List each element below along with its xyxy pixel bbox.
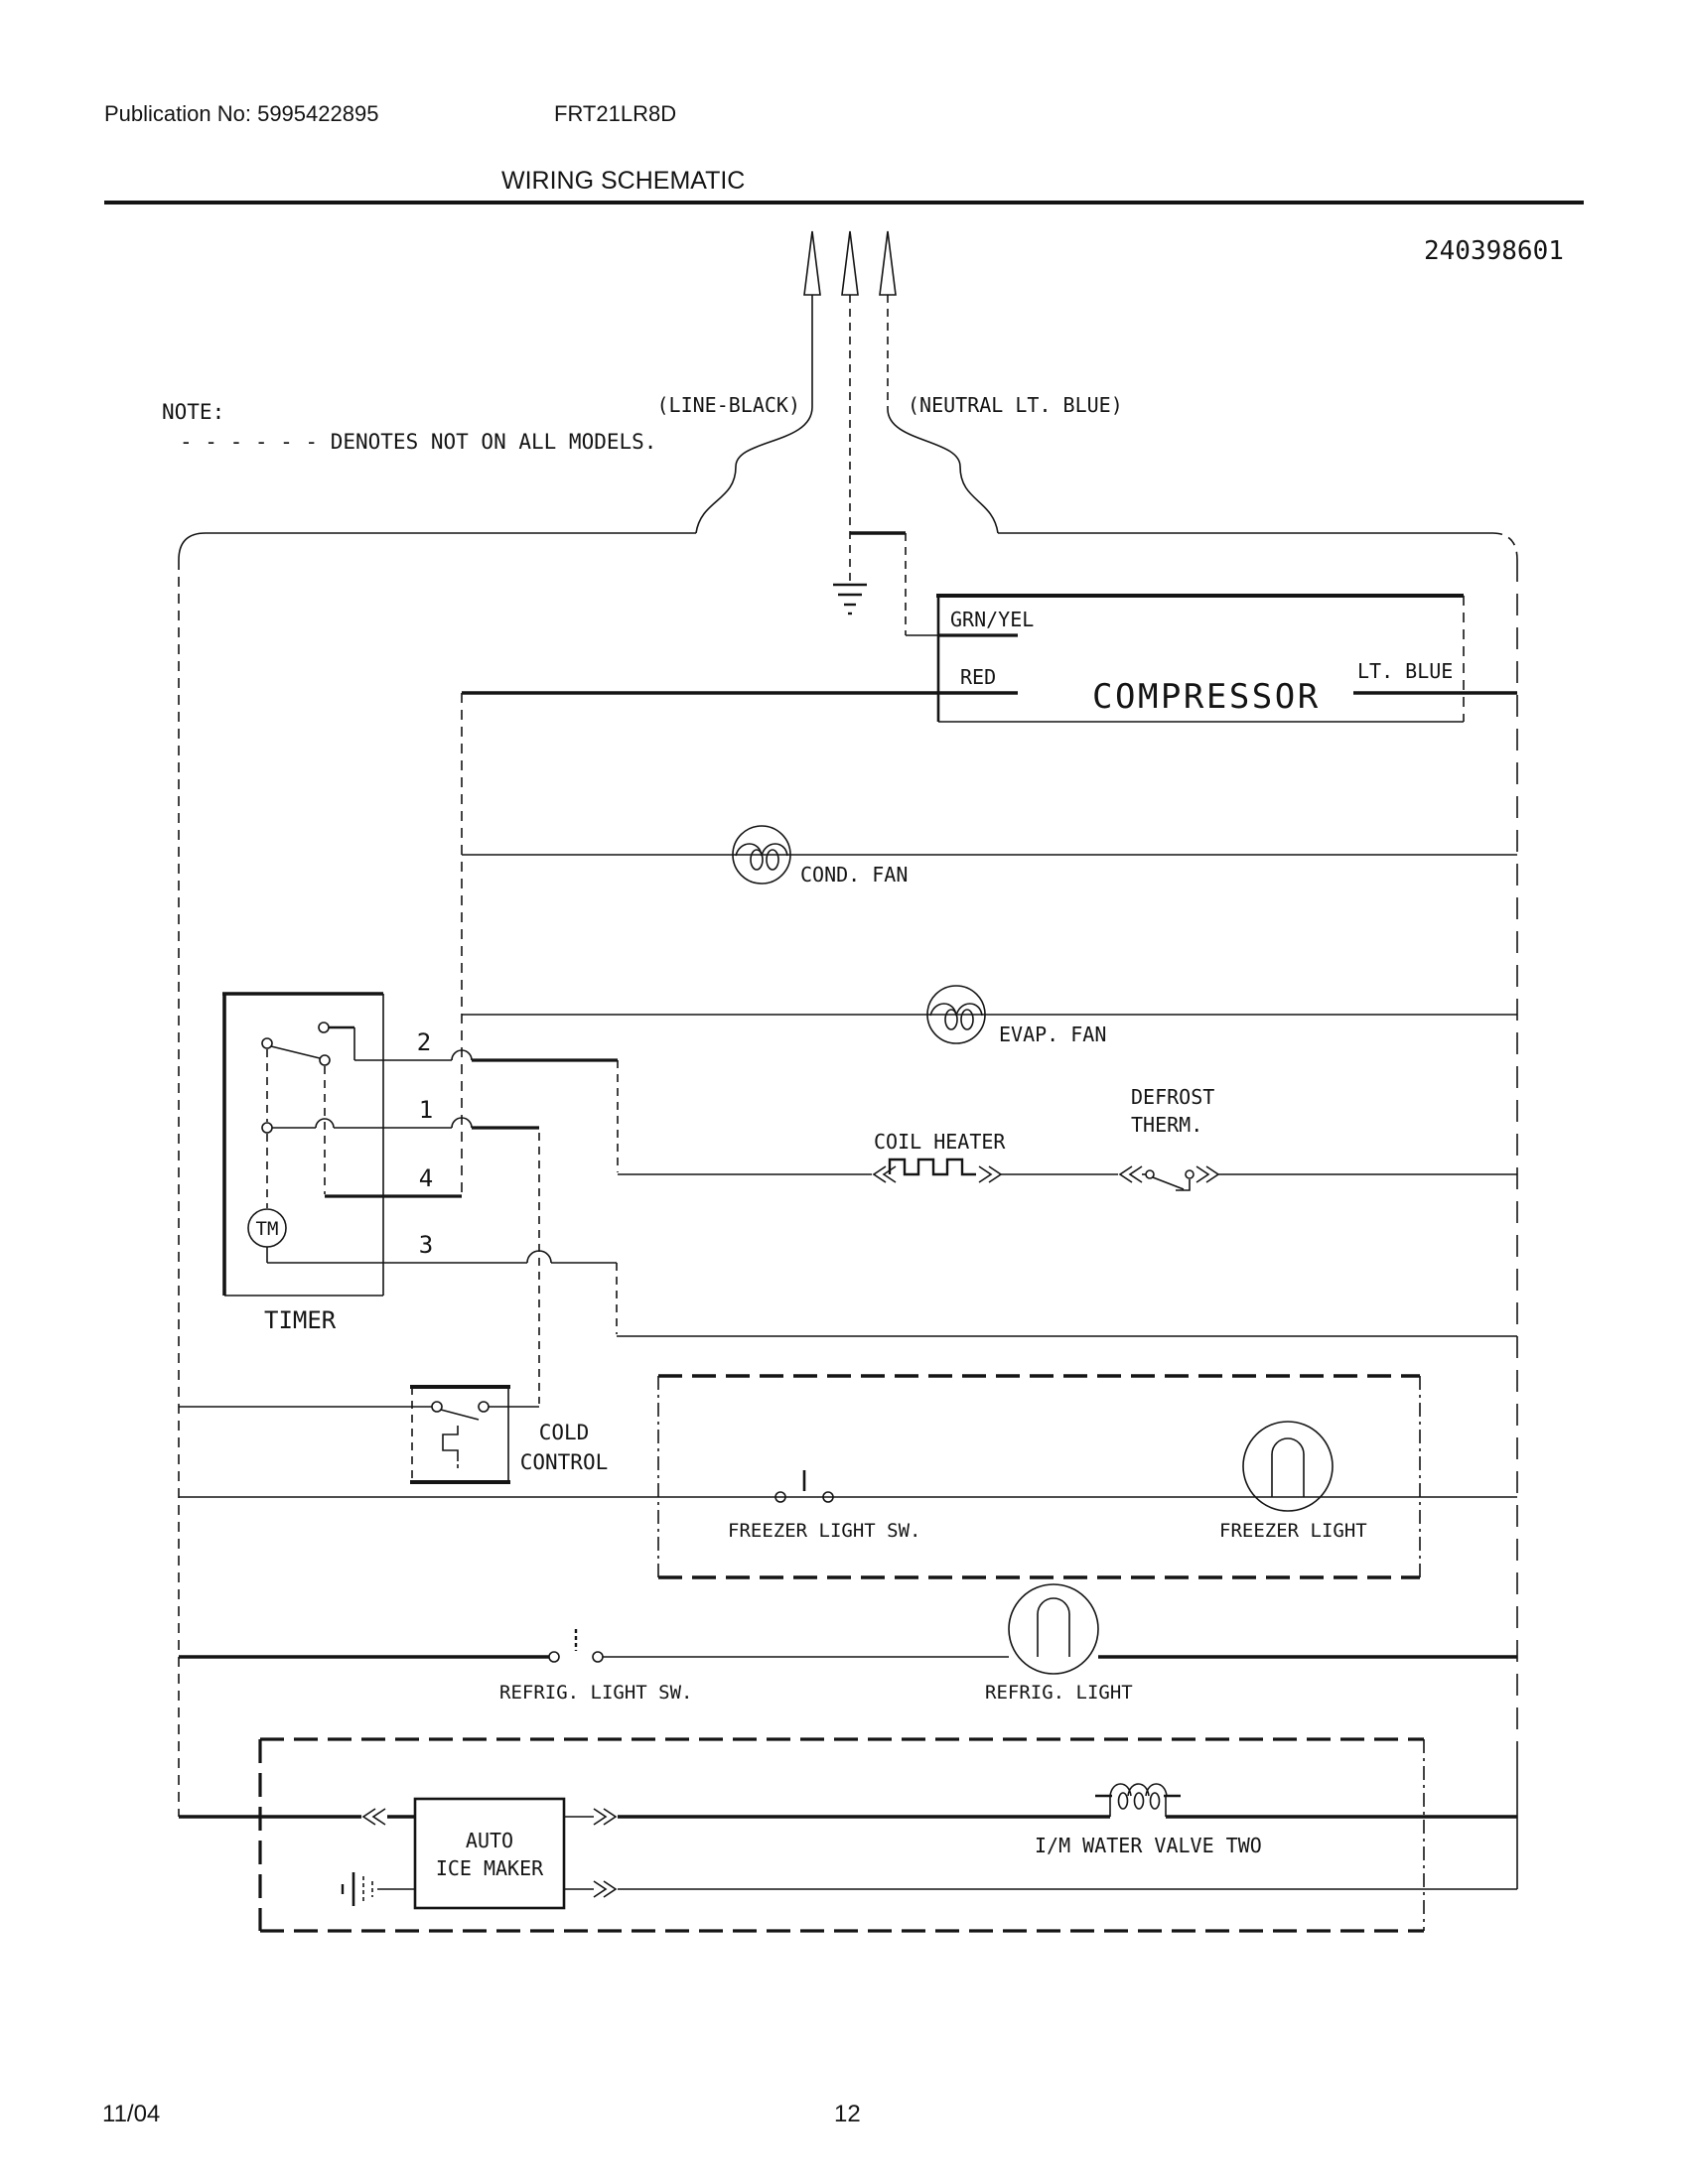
connector-icemaker-right-bottom-icon: [594, 1881, 616, 1897]
freezer-compartment-box: [658, 1376, 1420, 1577]
ground-arrow-icon: [842, 231, 858, 295]
connector-right2-icon: [1196, 1166, 1218, 1182]
defrost-label-1: DEFROST: [1131, 1085, 1215, 1109]
part-number: 240398601: [1424, 236, 1564, 266]
refrig-light-circuit: [179, 1584, 1517, 1704]
terminal-2-label: 2: [416, 1028, 432, 1056]
neutral-wire-curve: [888, 409, 998, 533]
refrig-light-switch-icon: [549, 1629, 603, 1662]
top-right-corner: [1492, 533, 1517, 560]
freezer-light-sw-label: FREEZER LIGHT SW.: [728, 1520, 921, 1542]
evap-fan-label: EVAP. FAN: [999, 1023, 1107, 1046]
timer-motor-label: TM: [255, 1218, 279, 1240]
terminal-1-label: 1: [418, 1096, 434, 1124]
cold-control-bellows-icon: [443, 1426, 458, 1457]
defrost-thermostat-icon: [1142, 1170, 1194, 1190]
timer-rows: [267, 1050, 1517, 1404]
water-valve-coil-icon: [1095, 1784, 1181, 1817]
defrost-circuit: [618, 1085, 1517, 1190]
timer-switch-arm: [271, 1046, 320, 1058]
compressor-label: COMPRESSOR: [1092, 677, 1321, 717]
timer-pivot-contact: [262, 1038, 272, 1048]
ice-maker-label-2: ICE MAKER: [435, 1856, 544, 1880]
refrig-light-label: REFRIG. LIGHT: [985, 1682, 1133, 1704]
timer: [222, 994, 433, 1334]
timer-label: TIMER: [264, 1306, 337, 1334]
cold-control-label-2: CONTROL: [519, 1450, 609, 1474]
neutral-arrow-icon: [880, 231, 896, 295]
publication-number: Publication No: 5995422895: [104, 101, 379, 126]
footer-date: 11/04: [102, 2101, 161, 2127]
page-number: 12: [834, 2101, 861, 2127]
ice-maker-label-1: AUTO: [465, 1829, 514, 1852]
connector-left2-icon: [1120, 1166, 1142, 1182]
line-black-label: (LINE-BLACK): [656, 393, 800, 417]
water-valve-label: I/M WATER VALVE TWO: [1035, 1834, 1262, 1857]
timer-box: [222, 994, 383, 1296]
note-text: - - - - - - DENOTES NOT ON ALL MODELS.: [180, 430, 657, 454]
neutral-label: (NEUTRAL LT. BLUE): [908, 393, 1123, 417]
connector-left-icon: [874, 1166, 896, 1182]
refrig-light-lamp-icon: [1009, 1584, 1098, 1674]
cond-fan: [462, 826, 1517, 887]
line-arrow-icon: [804, 231, 820, 295]
outer-enclosure: [179, 533, 1517, 1889]
terminal-3-label: 3: [418, 1231, 434, 1259]
cond-fan-label: COND. FAN: [800, 863, 909, 887]
connector-icemaker-left-icon: [363, 1809, 385, 1825]
model-number: FRT21LR8D: [554, 101, 677, 126]
note-heading: NOTE:: [162, 400, 225, 424]
terminal-4-label: 4: [418, 1164, 434, 1192]
cold-control-switch-arm: [441, 1410, 479, 1420]
connector-right-icon: [979, 1166, 1001, 1182]
coil-heater-label: COIL HEATER: [874, 1130, 1006, 1154]
note: [162, 400, 656, 454]
grn-yel-label: GRN/YEL: [950, 608, 1035, 631]
coil-heater-icon: [890, 1160, 976, 1174]
page-title: WIRING SCHEMATIC: [501, 167, 746, 195]
connector-icemaker-right-top-icon: [594, 1809, 616, 1825]
cold-control-box: [410, 1387, 510, 1482]
red-label: RED: [960, 665, 997, 689]
timer-contact-2: [319, 1023, 329, 1032]
timer-contact-1: [262, 1123, 272, 1133]
auto-ice-maker-box: [415, 1799, 564, 1908]
cold-control-label-1: COLD: [538, 1421, 590, 1444]
top-left-corner: [179, 533, 206, 560]
chassis-ground-icon: [343, 1872, 372, 1906]
cold-control: [179, 1387, 608, 1482]
compressor: [462, 533, 1517, 722]
defrost-label-2: THERM.: [1131, 1113, 1203, 1137]
lt-blue-label: LT. BLUE: [1357, 659, 1454, 683]
freezer-light-label: FREEZER LIGHT: [1219, 1520, 1367, 1542]
earth-ground-icon: [833, 585, 867, 614]
power-supply: [657, 231, 1123, 614]
timer-contact-4: [320, 1055, 330, 1065]
refrig-light-sw-label: REFRIG. LIGHT SW.: [499, 1682, 693, 1704]
ice-maker-section: [179, 1739, 1517, 1931]
evap-fan: [462, 986, 1517, 1046]
